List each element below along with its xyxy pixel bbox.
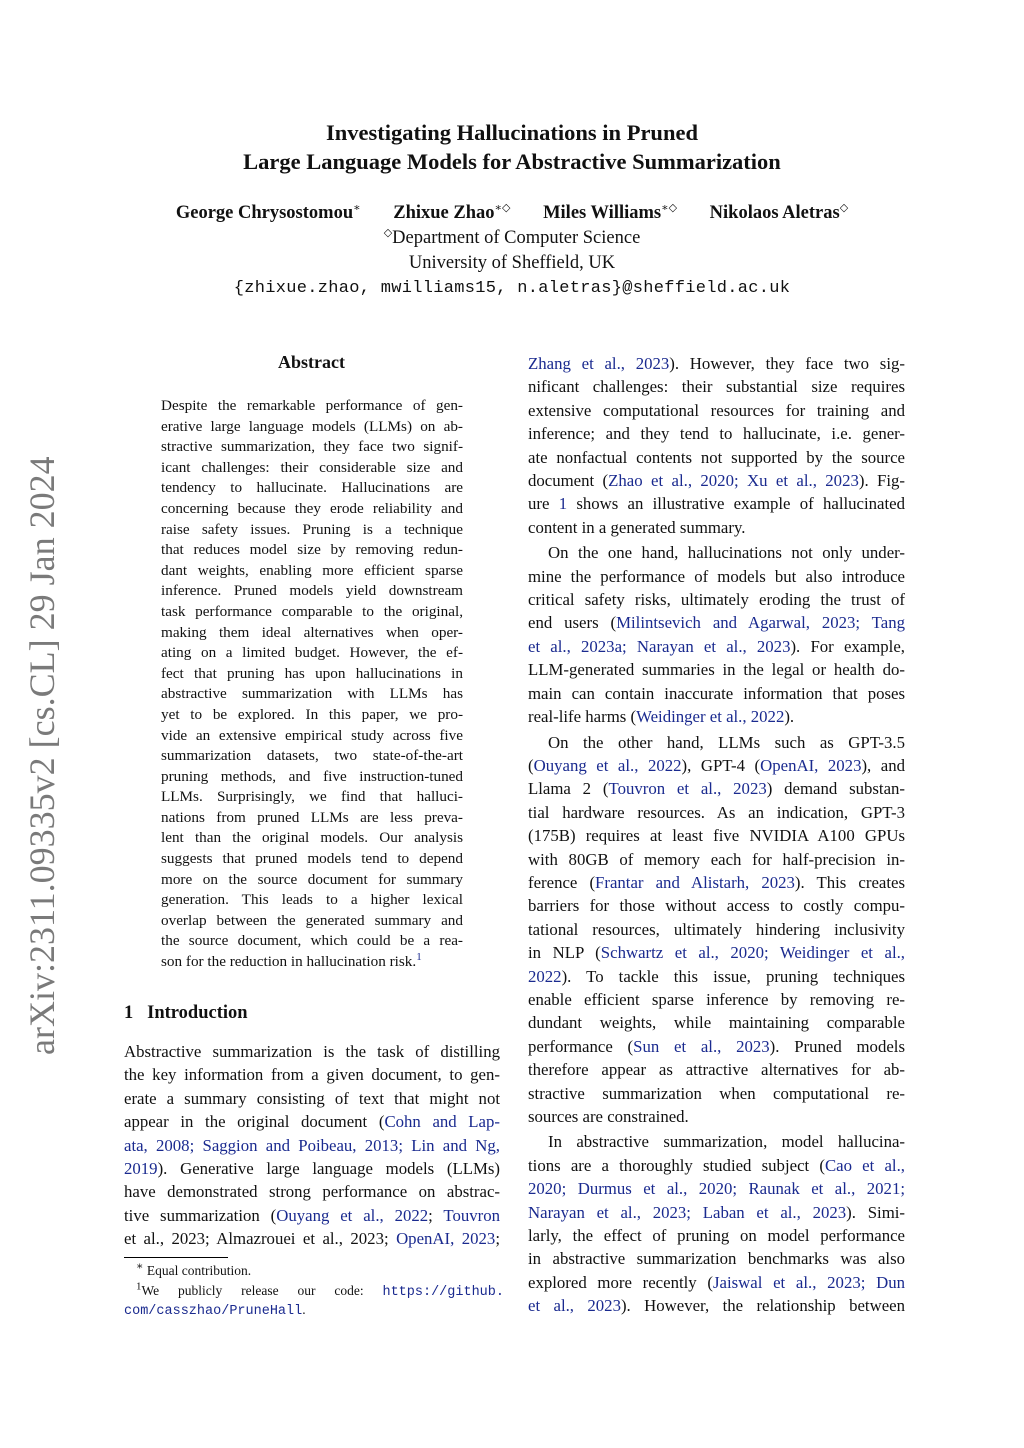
text-line: content in a generated summary.	[528, 517, 746, 537]
text-line: in abstractive summarization benchmarks was also	[528, 1249, 905, 1269]
footnote-code-cont	[124, 1300, 504, 1321]
text-line: In abstractive summarization, model hallucina-	[548, 1132, 905, 1152]
text-line: ference (Frantar and Alistarh, 2023). This creates	[528, 872, 905, 892]
text-line: tational resources, ultimately hindering inclusivity	[528, 919, 905, 939]
author	[543, 203, 677, 223]
footnote-equal	[124, 1261, 504, 1280]
author-mark: ◇	[839, 201, 849, 214]
text-line: with 80GB of memory each for half-precision in-	[528, 849, 905, 869]
text-line: larly, the effect of pruning on model performance	[528, 1226, 905, 1246]
footnote-text: Equal contribution.	[146, 1263, 252, 1278]
text-line: end users (Milintsevich and Agarwal, 2023; Tang	[528, 613, 905, 633]
abstract-body	[161, 396, 463, 973]
text-line: On the other hand, LLMs such as GPT-3.5	[548, 732, 905, 752]
section-number: 1	[124, 1003, 134, 1023]
text-line: ata, 2008; Saggion and Poibeau, 2013; Lin and Ng,	[124, 1135, 500, 1155]
text-line: document (Zhao et al., 2020; Xu et al., 2023). Fig-	[528, 471, 906, 491]
author-mark: ∗	[353, 201, 361, 214]
affiliation-mark: ◇	[383, 226, 393, 239]
text-line: barriers for those without access to costly compu-	[528, 896, 905, 916]
text-line: ure 1 shows an illustrative example of hallucinated	[528, 494, 905, 514]
text-line: the key information from a given document, to gen-	[124, 1065, 500, 1085]
text-line: Zhang et al., 2023). However, they face two sig-	[528, 354, 905, 373]
text-line: tive summarization (Ouyang et al., 2022; Touvron	[124, 1205, 501, 1225]
text-line: (175B) requires at least five NVIDIA A100 GPUs	[528, 826, 905, 846]
author	[176, 203, 361, 223]
text-line: inference; and they tend to hallucinate, i.e. gener-	[528, 424, 905, 444]
text-line: fect that pruning has upon hallucinations in	[161, 664, 463, 682]
text-line: son for the reduction in hallucination risk.$^1$	[161, 950, 422, 971]
text-line: in NLP (Schwartz et al., 2020; Weidinger et al.,	[528, 943, 905, 963]
text-line: lent than the original models. Our analysis	[161, 829, 463, 847]
footnote-code	[124, 1281, 504, 1302]
text-line: abstractive summarization with LLMs has	[161, 685, 463, 703]
title-line-1: Investigating Hallucinations in Pruned	[326, 120, 698, 145]
text-line: mine the performance of models but also introduce	[528, 566, 905, 586]
text-line: LLMs. Surprisingly, we find that halluci-	[161, 788, 463, 806]
text-line: more on the source document for summary	[161, 870, 463, 888]
text-line: have demonstrated strong performance on abstrac-	[124, 1182, 500, 1202]
text-line: sources are constrained.	[528, 1107, 689, 1126]
text-line: summarization datasets, two state-of-the-art	[161, 747, 463, 765]
title-line-2: Large Language Models for Abstractive Summarization	[243, 149, 781, 174]
arxiv-identifier: arXiv:2311.09335v2 [cs.CL] 29 Jan 2024	[22, 456, 62, 1055]
text-line: ating on a limited budget. However, the ef-	[161, 644, 463, 662]
text-line: enable efficient sparse inference by removing re-	[528, 989, 905, 1009]
text-line: et al., 2023a; Narayan et al., 2023). For example,	[528, 636, 905, 656]
author-mark: ∗◇	[661, 201, 678, 214]
text-line: tions are a thoroughly studied subject (Cao et al.,	[528, 1155, 905, 1175]
text-line: performance (Sun et al., 2023). Pruned models	[528, 1036, 905, 1056]
footnote-text: We publicly release our code:	[141, 1283, 383, 1298]
footnote-period: .	[302, 1302, 306, 1317]
text-line: ate nonfactual contents not supported by the source	[528, 447, 905, 467]
text-line: (Ouyang et al., 2022), GPT-4 (OpenAI, 2023), and	[528, 755, 906, 775]
text-line: et al., 2023). However, the relationship between	[528, 1296, 905, 1316]
author	[710, 203, 848, 223]
text-line: 2020; Durmus et al., 2020; Raunak et al., 2021;	[528, 1179, 905, 1199]
text-line: 2019). Generative large language models (LLMs)	[124, 1159, 500, 1179]
text-line: raise safety issues. Pruning is a technique	[161, 520, 463, 538]
footnote-rule	[124, 1257, 228, 1258]
footnote-mark: ∗	[136, 1260, 144, 1273]
text-line: nificant challenges: their substantial size requires	[528, 377, 905, 397]
text-line: critical safety risks, ultimately eroding the trust of	[528, 590, 905, 610]
code-link[interactable]: https://github.	[382, 1285, 504, 1300]
abstract-heading: Abstract	[278, 352, 345, 372]
left-column-text	[124, 1040, 500, 1251]
department: Department of Computer Science	[392, 228, 641, 248]
text-line: erative large language models (LLMs) on ab-	[161, 417, 463, 435]
author-name: Nikolaos Aletras	[709, 203, 840, 223]
text-line: extensive computational resources for training and	[528, 400, 905, 420]
code-link[interactable]: com/casszhao/PruneHall	[124, 1304, 303, 1319]
text-line: vide an extensive empirical study across five	[161, 726, 463, 744]
footnote-ref[interactable]: 1	[416, 950, 422, 963]
author-name: Miles Williams	[543, 203, 662, 223]
text-line: tendency to hallucinate. Hallucinations are	[161, 479, 463, 497]
text-line: Narayan et al., 2023; Laban et al., 2023). Simi-	[528, 1202, 906, 1222]
author-emails: {zhixue.zhao, mwilliams15, n.aletras}@sheffield.ac.uk	[233, 279, 791, 298]
section-heading	[124, 1003, 248, 1024]
text-line: icant challenges: their considerable size and	[161, 458, 463, 476]
right-column-text	[528, 352, 905, 1318]
text-line: generation. This leads to a higher lexical	[161, 891, 463, 909]
text-line: the source document, which could be a rea-	[161, 932, 463, 950]
text-line: overlap between the generated summary and	[161, 911, 463, 929]
text-line: explored more recently (Jaiswal et al., 2023; Dun	[528, 1272, 906, 1292]
text-line: tial hardware resources. As an indication, GPT-3	[528, 802, 905, 822]
text-line: task performance comparable to the original,	[161, 602, 463, 620]
text-line: appear in the original document (Cohn and Lap-	[124, 1112, 500, 1132]
author-name: George Chrysostomou	[175, 203, 354, 223]
text-line: Abstractive summarization is the task of distilling	[124, 1042, 500, 1061]
text-line: On the one hand, hallucinations not only under-	[548, 543, 905, 563]
author-mark: ∗◇	[494, 201, 511, 214]
text-line: stractive summarization when computational re-	[528, 1083, 905, 1103]
text-line: that reduces model size by removing redun-	[161, 541, 463, 559]
author	[393, 203, 510, 223]
text-line: yet to be explored. In this paper, we pro-	[161, 705, 463, 723]
text-line: Despite the remarkable performance of gen-	[161, 397, 463, 414]
text-line: Llama 2 (Touvron et al., 2023) demand substan-	[528, 779, 906, 799]
author-name: Zhixue Zhao	[393, 203, 495, 223]
text-line: real-life harms (Weidinger et al., 2022).	[528, 707, 795, 727]
text-line: et al., 2023; Almazrouei et al., 2023; OpenAI, 2023;	[124, 1229, 500, 1249]
section-title: Introduction	[147, 1003, 248, 1023]
text-line: inference. Pruned models yield downstream	[161, 582, 463, 600]
text-line: erate a summary consisting of text that might not	[124, 1088, 500, 1108]
text-line: therefore appear as attractive alternatives for ab-	[528, 1060, 905, 1080]
footnote-mark: 1	[136, 1280, 142, 1293]
affiliation-university: University of Sheffield, UK	[408, 253, 616, 273]
text-line: pruning methods, and five instruction-tuned	[161, 767, 463, 785]
text-line: dant weights, enabling more efficient sparse	[161, 561, 463, 579]
affiliation-department	[0, 228, 1024, 249]
paper-title	[0, 118, 1024, 176]
text-line: dundant weights, while maintaining comparable	[528, 1013, 905, 1033]
text-line: nations from pruned LLMs are less preva-	[161, 808, 463, 826]
text-line: main can contain inaccurate information that poses	[528, 683, 905, 703]
text-line: LLM-generated summaries in the legal or health do-	[528, 660, 905, 680]
author-list	[0, 203, 1024, 224]
text-line: concerning because they erode reliability and	[161, 499, 463, 517]
text-line: suggests that pruned models tend to depend	[161, 850, 463, 868]
text-line: making them ideal alternatives when oper-	[161, 623, 463, 641]
text-line: 2022). To tackle this issue, pruning techniques	[528, 966, 905, 986]
text-line: stractive summarization, they face two signif-	[161, 438, 463, 456]
